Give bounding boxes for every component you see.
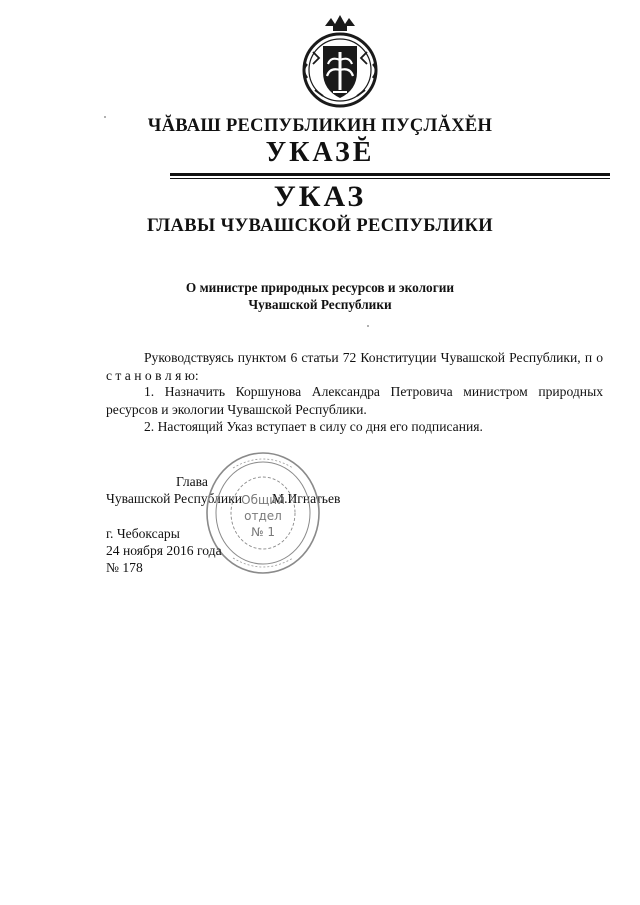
scan-speck <box>104 116 106 118</box>
decree-item-2: 2. Настоящий Указ вступает в силу со дня его подписания. <box>144 419 483 434</box>
decree-subject <box>0 279 640 313</box>
scan-speck <box>367 325 369 327</box>
header-divider-thin <box>170 178 610 179</box>
decree-preamble: Руководствуясь пунктом 6 статьи 72 Конституции Чувашской Республики, п о с т а н о в л я ю: <box>106 350 603 383</box>
signature-title-line-1: Глава <box>176 474 208 489</box>
chuvash-emblem-icon <box>295 12 385 112</box>
svg-text:Общий: Общий <box>241 493 285 507</box>
header-divider-thick <box>170 173 610 176</box>
chuvash-ukaz-heading: УКАЗĔ <box>265 137 375 168</box>
signature-name: М.Игнатьев <box>272 491 341 506</box>
svg-text:отдел: отдел <box>244 509 282 523</box>
chuvash-header-title: ЧĂВАШ РЕСПУБЛИКИН ПУÇЛĂХĔН <box>147 116 493 136</box>
subject-line-2: Чувашской Республики <box>248 297 392 312</box>
subject-line-1: О министре природных ресурсов и экологии <box>185 280 455 295</box>
decree-date: 24 ноября 2016 года <box>106 543 222 558</box>
decree-item-1: 1. Назначить Коршунова Александра Петровича министром природных ресурсов и экологии Чувашской Республики. <box>106 384 603 417</box>
svg-text:№ 1: № 1 <box>251 525 275 539</box>
russian-subtitle: ГЛАВЫ ЧУВАШСКОЙ РЕСПУБЛИКИ <box>146 216 494 236</box>
signature-title-line-2: Чувашской Республики <box>106 491 242 506</box>
russian-ukaz-heading: УКАЗ <box>273 180 367 213</box>
decree-number: № 178 <box>106 560 143 575</box>
decree-city: г. Чебоксары <box>106 526 180 541</box>
